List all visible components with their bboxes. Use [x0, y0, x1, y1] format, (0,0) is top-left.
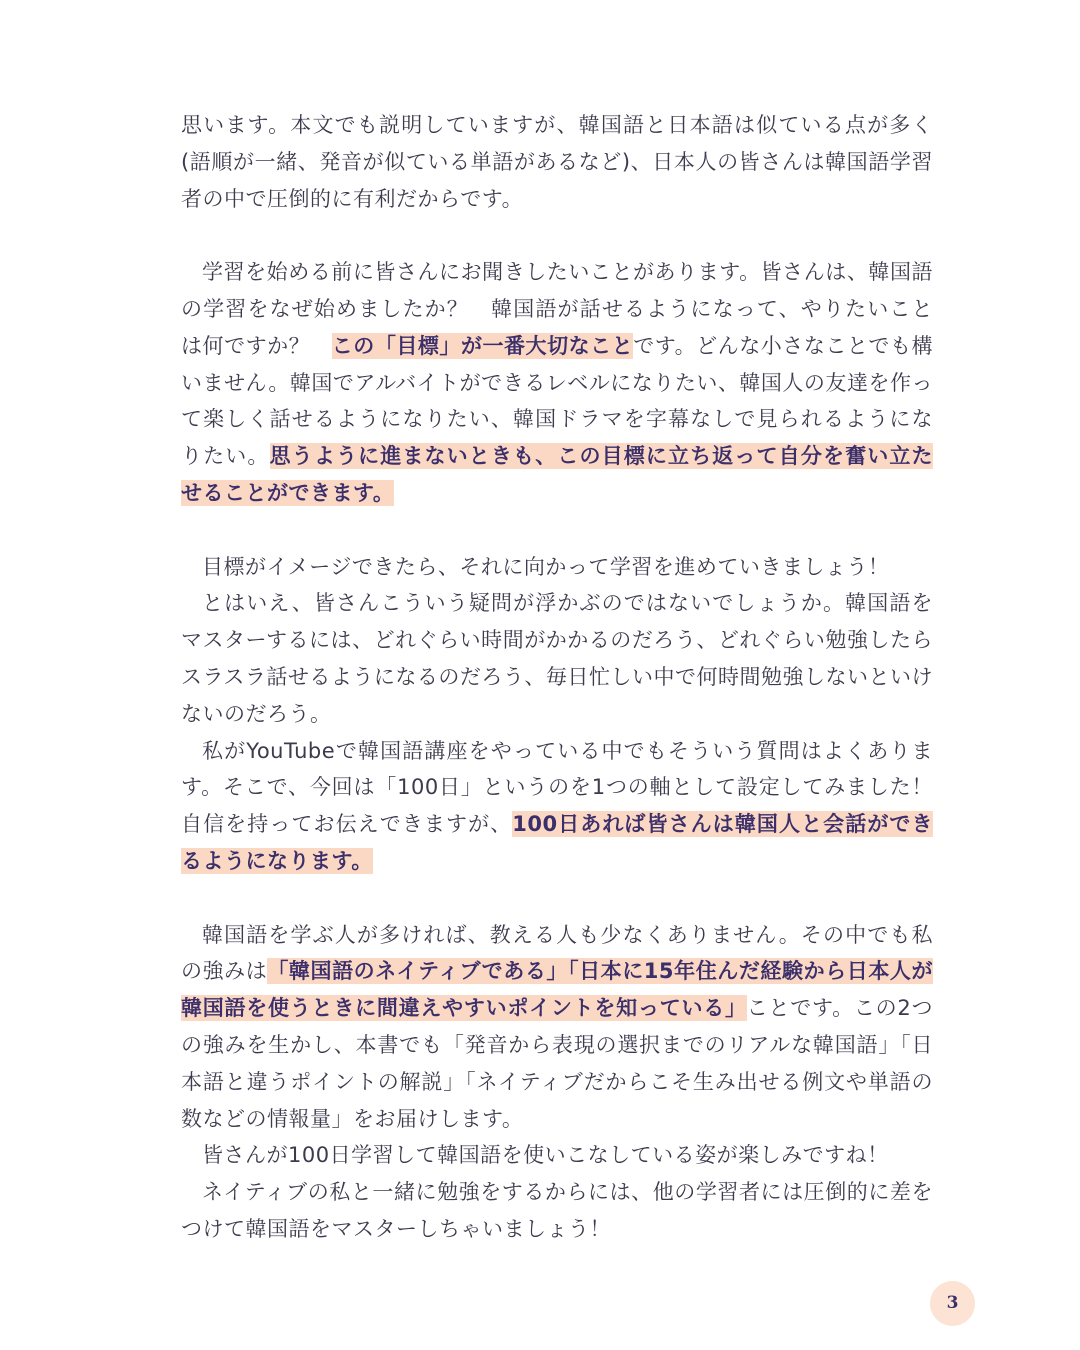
paragraph-text: 思います。本文でも説明していますが、韓国語と日本語は似ている点が多く(語順が一緒、発音が似ている単語があるなど)、日本人の皆さんは韓国語学習者の中で圧倒的に有利だからです。 — [181, 113, 933, 211]
paragraph-text: ことです。この2つの強みを生かし、本書でも「発音から表現の選択までのリアルな韓国語」「日本語と違うポイントの解説」「ネイティブだからこそ生み出せる例文や単語の数などの情報量」をお届けします。 — [181, 996, 934, 1131]
paragraph-text: 私がYouTubeで韓国語講座をやっている中でもそういう質問はよくあります。そこで、今回は「100日」というのを1つの軸として設定してみました！ 自信を持ってお伝えできますが、 — [181, 738, 955, 837]
highlighted-phrase: 「韓国語のネイティブである」「日本に15年住んだ経験から日本人が韓国語を使うときに間違えやすいポイントを知っている」 — [181, 959, 933, 1021]
document-body — [181, 107, 955, 1248]
paragraph-start-learning — [181, 549, 933, 586]
paragraph-looking-forward — [181, 1137, 933, 1174]
paragraph-text: 学習を始める前に皆さんにお聞きしたいことがあります。皆さんは、韓国語の学習をなぜ始めましたか？ 韓国語が話せるようになって、やりたいことは何ですか？ — [181, 260, 933, 358]
highlighted-phrase: 思うように進まないときも、この目標に立ち返って自分を奮い立たせることができます。 — [181, 444, 933, 505]
paragraph-intro-continued — [181, 107, 933, 217]
highlighted-phrase: この「目標」が一番大切なこと — [331, 333, 634, 358]
paragraph-text: 皆さんが100日学習して韓国語を使いこなしている姿が楽しみですね！ — [202, 1143, 889, 1168]
paragraph-text: とはいえ、皆さんこういう疑問が浮かぶのではないでしょうか。韓国語をマスターするには、どれぐらい時間がかかるのだろう、どれぐらい勉強したらスラスラ話せるようになるのだろう、毎日忙しい中で何時間勉強しないといけないのだろう。 — [181, 591, 933, 726]
paragraph-strengths — [181, 917, 933, 1138]
paragraph-goal — [181, 254, 933, 512]
paragraph-spacer — [181, 880, 933, 917]
paragraph-text: 韓国語を学ぶ人が多ければ、教える人も少なくありません。その中でも私の強みは — [181, 922, 933, 984]
highlighted-phrase: 100日あれば皆さんは韓国人と会話ができるようになります。 — [181, 812, 933, 873]
paragraph-text: です。どんな小さなことでも構いません。韓国でアルバイトができるレベルになりたい、韓国人の友達を作って楽しく話せるようになりたい、韓国ドラマを字幕なしで見られるようになりたい。 — [181, 333, 934, 469]
paragraph-text: 目標がイメージできたら、それに向かって学習を進めていきましょう！ — [202, 554, 890, 579]
page-number-badge: 3 — [930, 1281, 975, 1326]
paragraph-text: ネイティブの私と一緒に勉強をするからには、他の学習者には圧倒的に差をつけて韓国語をマスターしちゃいましょう！ — [181, 1180, 933, 1241]
paragraph-questions — [181, 585, 933, 732]
paragraph-closing — [181, 1174, 933, 1248]
paragraph-spacer — [181, 512, 933, 549]
paragraph-spacer — [181, 217, 933, 254]
paragraph-100-days — [181, 733, 955, 880]
